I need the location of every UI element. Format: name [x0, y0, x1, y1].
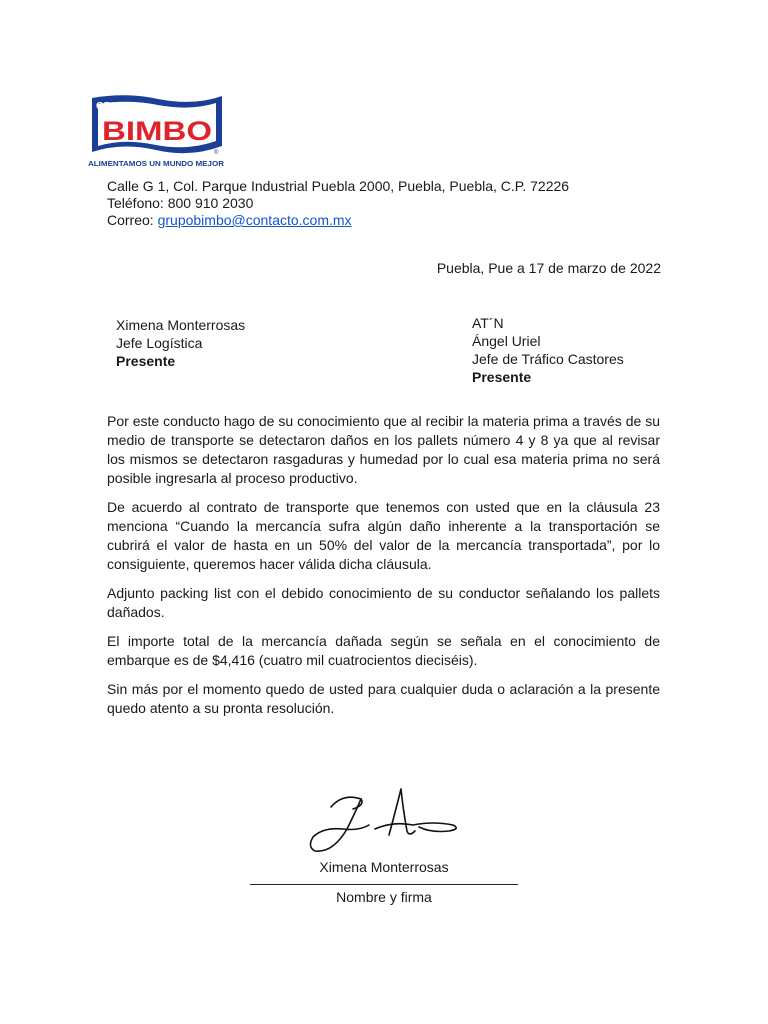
recipient-left-title: Jefe Logística	[116, 335, 203, 351]
handwritten-signature	[303, 785, 463, 860]
recipient-right-title: Jefe de Tráfico Castores	[472, 351, 624, 367]
body-paragraph-1: Por este conducto hago de su conocimiento que al recibir la materia prima a través de su medio de transporte se detectaron daños en los pallets número 4 y 8 ya que al revisar los mismos se detectaron rasgaduras y humedad por lo cual esa materia prima no será posible ingresarla al proceso productivo.	[107, 413, 660, 486]
signature-caption: Nombre y firma	[336, 889, 432, 905]
recipient-left-name: Ximena Monterrosas	[116, 317, 246, 333]
body-paragraph-3: Adjunto packing list con el debido conocimiento de su conductor señalando los pallets dañados.	[107, 585, 660, 620]
email-label: Correo:	[107, 212, 154, 228]
body-paragraph-2: De acuerdo al contrato de transporte que tenemos con usted que en la cláusula 23 menciona “Cuando la mercancía sufra algún daño inherente a la transportación se cubrirá el valor de hasta en un 50% del valor de la mercancía transportada”, por lo consiguiente, queremos hacer válida dicha cláusula.	[107, 499, 660, 572]
svg-text:ALIMENTAMOS UN MUNDO MEJOR: ALIMENTAMOS UN MUNDO MEJOR	[88, 159, 225, 168]
letter-body	[107, 412, 660, 728]
body-paragraph-5: Sin más por el momento quedo de usted para cualquier duda o aclaración a la presente quedo atento a su pronta resolución.	[107, 681, 660, 716]
recipient-right-attn: AT´N	[472, 315, 504, 331]
company-phone: Teléfono: 800 910 2030	[107, 195, 254, 211]
company-email-line	[107, 212, 569, 229]
recipient-right-greeting: Presente	[472, 369, 532, 385]
recipient-right-block	[472, 314, 624, 386]
grupo-bimbo-logo	[86, 90, 228, 170]
signer-name: Ximena Monterrosas	[319, 859, 449, 875]
svg-text:GRUPO: GRUPO	[96, 101, 133, 112]
letter-date: Puebla, Pue a 17 de marzo de 2022	[436, 260, 661, 276]
email-link[interactable]: grupobimbo@contacto.com.mx	[157, 212, 352, 228]
recipient-right-name: Ángel Uriel	[472, 333, 541, 349]
body-paragraph-4: El importe total de la mercancía dañada según se señala en el conocimiento de embarque es de $4,416 (cuatro mil cuatrocientos dieciséis).	[107, 633, 660, 668]
company-address: Calle G 1, Col. Parque Industrial Puebla 2000, Puebla, Puebla, C.P. 72226	[107, 178, 570, 194]
svg-text:®: ®	[214, 150, 219, 156]
signature-line	[250, 884, 518, 885]
svg-text:BIMBO: BIMBO	[102, 116, 212, 146]
recipient-left-greeting: Presente	[116, 353, 176, 369]
recipient-left-block	[116, 316, 245, 370]
company-contact-block	[107, 178, 569, 229]
